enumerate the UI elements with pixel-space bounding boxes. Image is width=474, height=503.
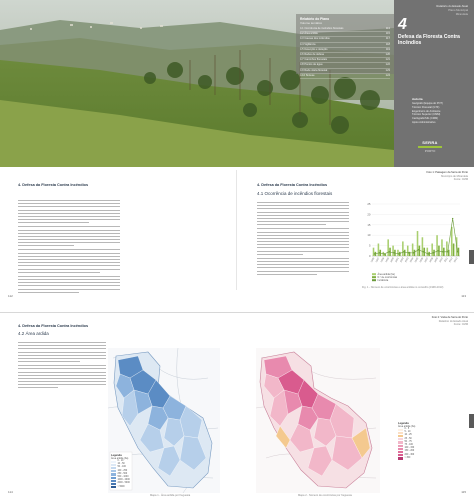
authors-heading: Autoria: [412, 97, 423, 101]
thumb-tab: [469, 250, 474, 264]
x-tick-label: 1998: [380, 257, 386, 263]
x-tick-label: 1997: [375, 257, 381, 263]
legend-label: Incidência: [377, 279, 389, 282]
y-tick-label: 0: [368, 254, 371, 258]
legend-swatch: [111, 473, 116, 475]
x-tick-label: 2005: [415, 257, 420, 263]
line-point: [457, 251, 458, 252]
toc-item[interactable]: [300, 74, 390, 79]
toc-item-label: 4.8 Pontos de água: [300, 63, 323, 67]
legend-swatch: [111, 483, 116, 485]
bar: [446, 241, 448, 256]
legend-swatch: [398, 441, 403, 443]
bar: [407, 246, 409, 256]
legend-label: 10 - 50: [117, 463, 125, 466]
legend-label: 250 - 500: [117, 472, 128, 475]
x-tick-label: 2008: [429, 257, 434, 263]
legend-label: > 5000: [117, 485, 125, 488]
toc-item-page: 124: [385, 73, 390, 77]
legend-label: Área ardida (ha): [377, 273, 395, 276]
bar: [417, 231, 419, 256]
bar: [431, 244, 433, 256]
legend-label: 0 - 10: [117, 460, 124, 462]
bar: [453, 244, 455, 256]
legend-item: [111, 486, 130, 489]
photo-caption-line: Foto 1: Paisagem da Serra do Porto: [426, 171, 468, 174]
x-tick-label: 2013: [454, 257, 459, 263]
author-line: Engenheiro do Ambiente: [412, 109, 441, 113]
left-page-divider: [236, 170, 237, 290]
header-line: Plano Municipal: [448, 8, 468, 12]
legend-swatch: [398, 435, 403, 437]
legend-label: 25 - 50: [404, 437, 412, 440]
bar: [378, 244, 380, 256]
line-point: [384, 253, 385, 254]
bar: [412, 244, 414, 256]
bar: [436, 235, 438, 256]
logo-line1: SERRA: [422, 140, 438, 145]
line-point: [447, 251, 448, 252]
legend-label: 100 - 250: [117, 469, 128, 472]
toc-item-label: 4.2 Área ardida: [300, 32, 318, 36]
author-line: Cartógrafo/SIG (CMM): [412, 117, 439, 121]
bar: [419, 246, 421, 256]
bar: [451, 227, 453, 256]
x-tick-label: 2011: [444, 257, 449, 263]
toc-item-page: 117: [385, 37, 390, 41]
right-page-title: 4. Defesa da Floresta Contra Incêndios: [257, 183, 328, 187]
photo-caption-line: Fonte: CMM: [453, 178, 468, 182]
line-point: [393, 252, 394, 253]
legend-label: 150 - 200: [404, 450, 415, 453]
line-point: [413, 252, 414, 253]
legend-swatch: [398, 457, 403, 459]
chart-background: [360, 200, 464, 282]
x-tick-label: 2007: [424, 257, 430, 263]
toc-item-label: 4.4 Vigilância: [300, 42, 316, 46]
toc-item-label: 4.7 Caminhos florestais: [300, 58, 328, 62]
logo-swoosh-icon: [418, 146, 442, 148]
legend-label: 5 - 10: [404, 431, 411, 434]
photo-caption: [426, 171, 468, 182]
spread-2: [0, 314, 474, 503]
left-text-column: [18, 200, 120, 295]
legend-label: 50 - 75: [404, 440, 412, 443]
legend-swatch: [398, 454, 403, 456]
legend-swatch: [111, 477, 116, 479]
legend-swatch: [111, 480, 116, 482]
toc-item-page: 119: [385, 47, 390, 51]
legend-label: 100 - 150: [404, 447, 415, 450]
bar: [387, 239, 389, 256]
map1-legend: [111, 454, 130, 489]
logo-line2: PORTO: [424, 149, 436, 153]
x-tick-label: 2003: [405, 257, 410, 263]
line-point: [437, 250, 438, 251]
spread-separator: [0, 312, 474, 313]
chapter-number: 4: [398, 16, 407, 33]
x-tick-label: 2001: [395, 257, 400, 263]
x-tick-label: 1999: [385, 257, 390, 263]
legend-swatch: [398, 429, 403, 431]
line-point: [374, 253, 375, 254]
left-page-title: 4. Defesa da Floresta Contra Incêndios: [18, 183, 89, 187]
legend-swatch: [111, 486, 116, 488]
line-point: [398, 253, 399, 254]
legend-label: 1000 - 2000: [117, 479, 130, 482]
y-tick-label: 25: [367, 202, 371, 206]
bar: [397, 250, 399, 256]
header-line: Fonte: CMM: [453, 323, 468, 327]
line-point: [408, 252, 409, 253]
map1-caption: Mapa 1 - Área ardida por freguesia: [150, 494, 191, 497]
author-line: Técnico Superior (CMM): [412, 113, 441, 117]
page-number-right: 113: [461, 294, 466, 298]
y-tick-label: 20: [367, 212, 371, 217]
y-tick-label: 5: [368, 243, 371, 248]
y-tick-label: 15: [367, 222, 371, 227]
legend-swatch: [398, 451, 403, 453]
toc-item-label: 4.10 Síntese: [300, 73, 315, 77]
author-line: Técnico Florestal (GTF): [412, 105, 440, 109]
spread2-left-text: [18, 342, 106, 391]
bar: [373, 248, 375, 256]
legend-swatch: [398, 432, 403, 434]
header-line: Mirandela: [455, 12, 468, 16]
legend-label: 50 - 100: [117, 466, 126, 469]
toc-item-label: 4.9 Rede viária florestal: [300, 68, 328, 72]
legend-swatch: [372, 273, 376, 275]
header-line: Foto 2: Visita de Serra do Porto: [431, 316, 468, 319]
legend-label: > 300: [404, 456, 411, 459]
line-point: [432, 252, 433, 253]
author-line: Apoio Administrativo: [412, 120, 436, 124]
x-tick-label: 2009: [434, 257, 439, 263]
legend-swatch: [111, 467, 116, 469]
thumb-tab: [469, 414, 474, 428]
legend-label: 75 - 100: [404, 444, 413, 447]
legend-label: 200 - 300: [404, 453, 415, 456]
y-tick-label: 10: [367, 233, 371, 238]
x-tick-label: 2012: [449, 257, 454, 263]
legend-swatch: [372, 276, 376, 278]
legend-label: 10 - 25: [404, 434, 412, 437]
toc-item-page: 115: [385, 32, 390, 36]
toc-subtitle: Volume temático: [300, 21, 323, 25]
legend-swatch: [372, 279, 376, 281]
legend-title: Legenda: [398, 422, 409, 425]
bar: [392, 246, 394, 256]
toc-item-label: 4.6 Redes de defesa: [300, 53, 324, 57]
bar: [427, 248, 429, 256]
legend-item: [398, 457, 415, 460]
page-number-left: 114: [8, 490, 13, 494]
line-point: [388, 251, 389, 252]
author-line: Geógrafo (Equipa do POT): [412, 102, 443, 105]
x-tick-label: 2006: [419, 257, 425, 263]
page-number-right: 115: [461, 490, 466, 494]
bar: [402, 241, 404, 256]
map2-legend: [398, 422, 415, 460]
toc-item-label: 4.1 Ocorrência de incêndios florestais: [300, 27, 344, 30]
legend-swatch: [111, 464, 116, 466]
fire-occurrence-chart: [360, 200, 464, 282]
legend-label: N.º de ocorrências: [377, 276, 398, 279]
legend-swatch: [111, 461, 116, 463]
toc-item-page: 121: [385, 58, 390, 62]
legend-swatch: [398, 448, 403, 450]
right-page-subtitle: 4.1 Ocorrência de incêndios florestais: [257, 191, 333, 196]
header-line: Relatório do Estado Atual: [436, 4, 468, 8]
x-tick-label: 2000: [390, 257, 395, 263]
toc-item-page: 113: [385, 27, 390, 30]
legend-label: 0 - 5: [404, 428, 410, 430]
bar: [441, 239, 443, 256]
header-line: Relatório do Estado Atual: [438, 319, 468, 323]
toc-panel: [296, 14, 394, 77]
page-number-left: 112: [8, 294, 13, 298]
header-right: [436, 4, 468, 16]
x-tick-label: 2002: [400, 257, 405, 263]
legend-subtitle: Área ardida (ha): [398, 425, 416, 428]
line-point: [379, 252, 380, 253]
toc-item-label: 4.3 Causas dos incêndios: [300, 37, 330, 41]
toc-item-label: 4.5 Detecção e deteção: [300, 47, 328, 51]
photo-caption-line: Município de Mirandela: [441, 174, 468, 178]
chapter-title: Defesa da Floresta Contra Incêndios: [398, 34, 460, 46]
legend-label: 500 - 1000: [117, 476, 129, 479]
legend-swatch: [111, 470, 116, 472]
toc-item-page: 122: [385, 63, 390, 67]
map2-caption: Mapa 2 - Número de ocorrências por freguesia: [298, 494, 352, 497]
spread2-left-subtitle: 4.2 Área ardida: [18, 331, 49, 336]
line-point: [418, 249, 419, 250]
toc-title: Relatório do Plano: [300, 17, 330, 21]
serra-porto-logo: [418, 140, 442, 153]
legend-title: Legenda: [111, 454, 122, 457]
line-point: [428, 253, 429, 254]
spread2-header-right: [432, 316, 468, 327]
chart-caption: Fig. 1 - Número de ocorrências e área ardida no concelho (1996-2013): [362, 286, 444, 289]
line-point: [452, 218, 453, 219]
x-tick-label: 2010: [439, 257, 444, 263]
bar: [422, 237, 424, 256]
legend-swatch: [398, 438, 403, 440]
occurrences-map: [256, 348, 380, 493]
toc-item-page: 120: [385, 53, 390, 57]
legend-label: 2000 - 5000: [117, 482, 130, 485]
x-tick-label: 2004: [410, 257, 415, 263]
line-point: [423, 251, 424, 252]
spread2-left-title: 4. Defesa da Floresta Contra Incêndios: [18, 324, 89, 328]
authors-list: [412, 102, 443, 125]
bar: [404, 250, 406, 256]
legend-swatch: [398, 445, 403, 447]
toc-item-page: 123: [385, 68, 390, 72]
right-text-column: [257, 202, 349, 277]
toc-item-page: 118: [385, 42, 390, 46]
line-point: [442, 251, 443, 252]
line-point: [403, 251, 404, 252]
legend-subtitle: Área ardida (ha): [111, 457, 129, 460]
x-tick-label: 1996: [371, 257, 376, 263]
